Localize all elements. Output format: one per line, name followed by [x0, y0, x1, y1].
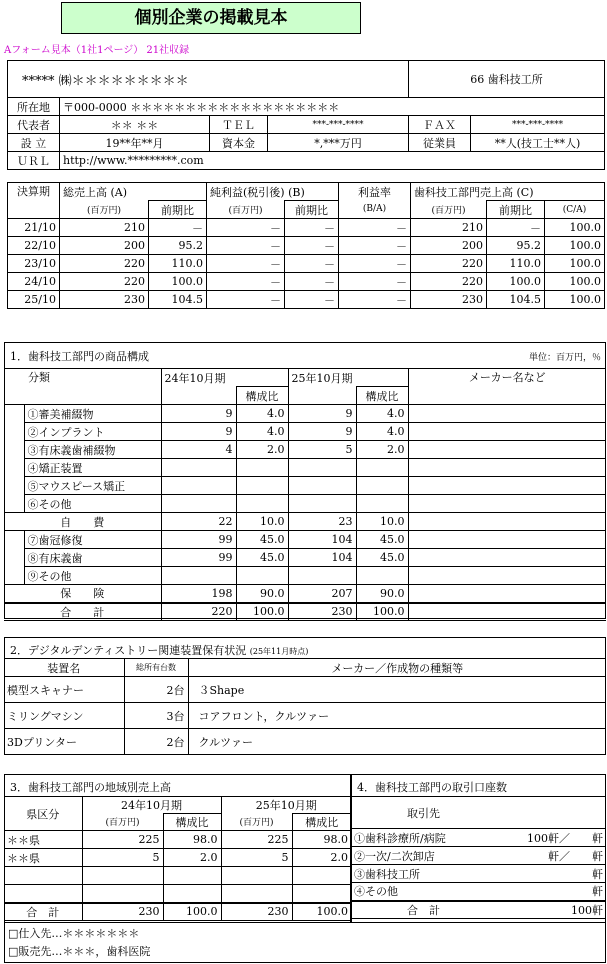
s3-value-cell: 225	[82, 831, 163, 849]
fin-value-cell: 100.0	[487, 273, 545, 291]
s1-value-cell: 104	[288, 531, 356, 549]
s2-h-device: 装置名	[4, 659, 124, 677]
s3-value-cell	[221, 867, 292, 885]
s1-value-cell	[356, 459, 408, 477]
s1-value-cell	[288, 567, 356, 585]
s1-category-label: ⑤マウスピース矯正	[24, 477, 161, 495]
s1-value-cell: 207	[288, 585, 356, 603]
s3-value-cell	[82, 885, 163, 903]
s3-h-ratio: 構成比	[292, 814, 351, 831]
fin-h-profit: 純利益(税引後) (B)	[207, 183, 339, 201]
s1-heading: 1．歯科技工部門の商品構成	[10, 350, 149, 363]
tel-value: ***-***-****	[268, 116, 409, 134]
s4-client-label: ①歯科診療所/病院	[351, 829, 496, 847]
s4-client-count: 軒	[496, 883, 606, 901]
rep-value: ＊＊ ＊＊	[60, 116, 210, 134]
digital-devices-table	[4, 658, 606, 755]
table-row	[4, 585, 606, 603]
s1-h-maker: メーカー名など	[408, 369, 606, 405]
s4-client-label: ②一次/二次卸店	[351, 847, 496, 865]
s1-value-cell: 99	[161, 531, 236, 549]
s3-h-unit: (百万円)	[221, 814, 292, 831]
fin-value-cell: 95.2	[149, 237, 207, 255]
fin-value-cell: －	[207, 273, 285, 291]
fin-value-cell: －	[285, 219, 339, 237]
regional-sales-table	[4, 796, 351, 921]
fin-value-cell: －	[285, 273, 339, 291]
s1-value-cell: 90.0	[356, 585, 408, 603]
s1-value-cell: 9	[161, 405, 236, 423]
s4-client-count: 軒	[496, 865, 606, 883]
fin-value-cell: 100.0	[545, 273, 605, 291]
s1-value-cell	[236, 495, 288, 513]
company-name: ***** ㈱＊＊＊＊＊＊＊＊＊	[8, 61, 409, 98]
s3-h-pref: 県区分	[4, 797, 82, 831]
fin-period-cell: 24/10	[8, 273, 60, 291]
s1-value-cell: 5	[288, 441, 356, 459]
s4-client-label: 合 計	[351, 901, 496, 919]
s1-value-cell: 99	[161, 549, 236, 567]
emp-value: **人(技工士**人)	[471, 134, 605, 152]
s1-value-cell: 45.0	[236, 531, 288, 549]
s1-value-cell	[236, 567, 288, 585]
fin-value-cell: 104.5	[149, 291, 207, 309]
s1-value-cell: 4.0	[356, 405, 408, 423]
s1-subtotal-label: 保 険	[4, 585, 161, 603]
s4-h-client: 取引先	[351, 797, 496, 829]
s1-value-cell: 45.0	[236, 549, 288, 567]
s2-device-name: 模型スキャナー	[4, 677, 124, 703]
s3-h-unit: (百万円)	[82, 814, 163, 831]
s3-value-cell: 230	[82, 903, 163, 921]
s3-pref-label: 合 計	[4, 903, 82, 921]
s1-value-cell: 230	[288, 603, 356, 621]
page-title: 個別企業の掲載見本	[61, 2, 361, 34]
s1-category-label: ⑨その他	[24, 567, 161, 585]
table-row	[351, 829, 606, 847]
s3-value-cell: 100.0	[292, 903, 351, 921]
table-row	[4, 477, 606, 495]
table-row	[4, 849, 351, 867]
s4-client-count: 100軒	[496, 901, 606, 919]
est-value: 19**年**月	[60, 134, 210, 152]
fin-value-cell: －	[339, 237, 411, 255]
company-info-table	[7, 60, 605, 170]
address-label: 所在地	[8, 98, 60, 116]
fax-value: ***-***-****	[471, 116, 605, 134]
s1-value-cell	[356, 495, 408, 513]
s1-maker-cell	[408, 423, 606, 441]
fin-value-cell: －	[207, 255, 285, 273]
s1-value-cell: 90.0	[236, 585, 288, 603]
s2-device-maker: ３Shape	[188, 677, 606, 703]
table-row	[4, 903, 351, 921]
fin-h-period: 決算期	[8, 183, 60, 219]
s1-indent-cell	[4, 549, 24, 567]
s1-value-cell: 4.0	[236, 405, 288, 423]
fin-value-cell: －	[339, 273, 411, 291]
s1-maker-cell	[408, 531, 606, 549]
s1-h-cat: 分類	[4, 369, 161, 405]
fin-value-cell: －	[339, 255, 411, 273]
s3-heading: 3．歯科技工部門の地域別売上高	[10, 781, 171, 794]
s1-value-cell: 45.0	[356, 531, 408, 549]
s1-value-cell	[288, 495, 356, 513]
s1-maker-cell	[408, 549, 606, 567]
fax-label: ＦＡＸ	[409, 116, 471, 134]
fin-value-cell: －	[285, 237, 339, 255]
table-row	[4, 459, 606, 477]
fin-value-cell: 100.0	[545, 255, 605, 273]
fin-h-unit: (百万円)	[207, 201, 285, 219]
s1-value-cell: 100.0	[236, 603, 288, 621]
s3-value-cell: 5	[221, 849, 292, 867]
table-row	[8, 255, 605, 273]
s3-value-cell	[163, 885, 221, 903]
s3-value-cell	[292, 867, 351, 885]
fin-period-cell: 25/10	[8, 291, 60, 309]
s3-h-y1: 24年10月期	[82, 797, 221, 814]
s3-value-cell: 2.0	[292, 849, 351, 867]
s1-value-cell	[356, 567, 408, 585]
s1-value-cell: 23	[288, 513, 356, 531]
address-value: 〒000-0000 ＊＊＊＊＊＊＊＊＊＊＊＊＊＊＊＊＊＊＊	[60, 98, 605, 116]
s1-indent-cell	[4, 459, 24, 477]
s3-value-cell: 225	[221, 831, 292, 849]
url-label: ＵＲＬ	[8, 152, 60, 170]
table-row	[8, 273, 605, 291]
s1-value-cell: 2.0	[356, 441, 408, 459]
s1-value-cell: 9	[288, 405, 356, 423]
s2-device-count: 2台	[124, 729, 188, 755]
table-row	[4, 441, 606, 459]
fin-value-cell: －	[207, 219, 285, 237]
s3-value-cell: 98.0	[292, 831, 351, 849]
s1-value-cell: 10.0	[356, 513, 408, 531]
fin-value-cell: 210	[60, 219, 149, 237]
s1-category-label: ⑦歯冠修復	[24, 531, 161, 549]
table-row	[8, 291, 605, 309]
fin-h-unit: (百万円)	[411, 201, 487, 219]
fin-value-cell: 230	[60, 291, 149, 309]
fin-period-cell: 22/10	[8, 237, 60, 255]
fin-value-cell: 104.5	[487, 291, 545, 309]
s1-category-label: ②インプラント	[24, 423, 161, 441]
fin-value-cell: 100.0	[149, 273, 207, 291]
table-row	[351, 865, 606, 883]
s1-h-y2: 25年10月期	[288, 369, 408, 387]
s1-value-cell: 9	[288, 423, 356, 441]
s2-h-maker: メーカー／作成物の種類等	[188, 659, 606, 677]
s1-category-label: ①審美補綴物	[24, 405, 161, 423]
s1-value-cell	[161, 477, 236, 495]
s1-value-cell: 104	[288, 549, 356, 567]
s3-pref-label: ＊＊県	[4, 849, 82, 867]
s1-indent-cell	[4, 441, 24, 459]
fin-h-unit: (百万円)	[60, 201, 149, 219]
url-value[interactable]: http://www.*********.com	[60, 152, 605, 170]
table-row	[4, 831, 351, 849]
fin-value-cell: －	[207, 237, 285, 255]
table-row	[351, 901, 606, 919]
s3-pref-label	[4, 867, 82, 885]
financial-table	[7, 182, 605, 309]
table-row	[4, 703, 606, 729]
s1-unit: 単位：百万円，％	[528, 353, 601, 363]
capital-value: *,***万円	[268, 134, 409, 152]
fin-value-cell: 220	[60, 255, 149, 273]
s3-pref-label	[4, 885, 82, 903]
s1-maker-cell	[408, 495, 606, 513]
s1-value-cell: 4	[161, 441, 236, 459]
product-mix-table	[4, 368, 606, 621]
table-row	[4, 495, 606, 513]
fin-value-cell: －	[149, 219, 207, 237]
s1-value-cell: 198	[161, 585, 236, 603]
fin-value-cell: 220	[60, 273, 149, 291]
table-row	[4, 567, 606, 585]
fin-value-cell: 200	[411, 237, 487, 255]
emp-label: 従業員	[409, 134, 471, 152]
fin-value-cell: －	[285, 255, 339, 273]
fin-value-cell: 95.2	[487, 237, 545, 255]
s1-value-cell: 2.0	[236, 441, 288, 459]
s1-value-cell	[236, 459, 288, 477]
s3-value-cell	[221, 885, 292, 903]
fin-h-sales: 総売上高 (A)	[60, 183, 207, 201]
fin-value-cell: 110.0	[149, 255, 207, 273]
client-accounts-table	[351, 796, 606, 919]
s1-h-y1: 24年10月期	[161, 369, 288, 387]
s3-h-y2: 25年10月期	[221, 797, 351, 814]
fin-value-cell: 200	[60, 237, 149, 255]
s1-maker-cell	[408, 405, 606, 423]
fin-value-cell: 230	[411, 291, 487, 309]
s1-subtotal-label: 自 費	[4, 513, 161, 531]
s1-value-cell: 4.0	[356, 423, 408, 441]
fin-h-ba: (B/A)	[339, 201, 411, 219]
s1-category-label: ⑥その他	[24, 495, 161, 513]
s1-value-cell: 100.0	[356, 603, 408, 621]
table-row	[4, 423, 606, 441]
fin-value-cell: 210	[411, 219, 487, 237]
s1-maker-cell	[408, 441, 606, 459]
fin-h-ca: (C/A)	[545, 201, 605, 219]
s2-device-count: 2台	[124, 677, 188, 703]
table-row	[4, 405, 606, 423]
s2-device-maker: コアフロント，クルツァー	[188, 703, 606, 729]
s1-value-cell	[161, 495, 236, 513]
est-label: 設 立	[8, 134, 60, 152]
s3-value-cell: 230	[221, 903, 292, 921]
s3-value-cell: 2.0	[163, 849, 221, 867]
s1-indent-cell	[4, 567, 24, 585]
s2-h-count: 総所有台数	[124, 659, 188, 677]
s3-value-cell	[292, 885, 351, 903]
table-row	[4, 729, 606, 755]
fin-h-yoy: 前期比	[149, 201, 207, 219]
s1-category-label: ⑧有床義歯	[24, 549, 161, 567]
fin-period-cell: 23/10	[8, 255, 60, 273]
capital-label: 資本金	[210, 134, 268, 152]
fin-value-cell: －	[339, 291, 411, 309]
s1-indent-cell	[4, 531, 24, 549]
s1-maker-cell	[408, 603, 606, 621]
s3-pref-label: ＊＊県	[4, 831, 82, 849]
tel-label: ＴＥＬ	[210, 116, 268, 134]
s1-value-cell: 10.0	[236, 513, 288, 531]
s3-value-cell	[163, 867, 221, 885]
table-row	[4, 531, 606, 549]
s4-client-count: 軒／ 軒	[496, 847, 606, 865]
fin-value-cell: 100.0	[545, 291, 605, 309]
s1-value-cell: 220	[161, 603, 236, 621]
s1-subtotal-label: 合 計	[4, 603, 161, 621]
s1-category-label: ④矯正装置	[24, 459, 161, 477]
s1-indent-cell	[4, 405, 24, 423]
rep-label: 代表者	[8, 116, 60, 134]
s1-maker-cell	[408, 567, 606, 585]
s4-client-label: ③歯科技工所	[351, 865, 496, 883]
table-row	[4, 513, 606, 531]
s1-value-cell: 22	[161, 513, 236, 531]
s1-value-cell	[161, 459, 236, 477]
s2-device-name: ミリングマシン	[4, 703, 124, 729]
table-row	[4, 885, 351, 903]
s1-maker-cell	[408, 513, 606, 531]
table-row	[8, 219, 605, 237]
s1-maker-cell	[408, 585, 606, 603]
fin-value-cell: －	[339, 219, 411, 237]
fin-value-cell: 100.0	[545, 237, 605, 255]
s2-device-count: 3台	[124, 703, 188, 729]
table-row	[4, 677, 606, 703]
table-row	[351, 847, 606, 865]
s4-heading: 4．歯科技工部門の取引口座数	[357, 781, 507, 794]
fin-value-cell: －	[285, 291, 339, 309]
fin-value-cell: 220	[411, 273, 487, 291]
s1-value-cell: 9	[161, 423, 236, 441]
s2-heading-note: (25年11月時点)	[249, 647, 309, 656]
table-row	[4, 603, 606, 621]
s2-heading	[10, 642, 308, 658]
s1-h-ratio: 構成比	[356, 387, 408, 405]
s3-h-ratio: 構成比	[163, 814, 221, 831]
s1-value-cell	[161, 567, 236, 585]
fin-value-cell: 220	[411, 255, 487, 273]
s2-device-maker: クルツァー	[188, 729, 606, 755]
fin-value-cell: 110.0	[487, 255, 545, 273]
s1-value-cell	[356, 477, 408, 495]
s1-value-cell: 45.0	[356, 549, 408, 567]
s2-heading-text: 2．デジタルデンティストリー関連装置保有状況	[10, 644, 247, 657]
table-row	[4, 549, 606, 567]
subtitle: Aフォーム見本（1社1ページ） 21社収録	[4, 45, 190, 56]
table-row	[351, 883, 606, 901]
table-row	[8, 237, 605, 255]
fin-value-cell: 100.0	[545, 219, 605, 237]
s3-value-cell: 98.0	[163, 831, 221, 849]
s1-h-ratio: 構成比	[236, 387, 288, 405]
s1-value-cell	[236, 477, 288, 495]
s3-value-cell: 100.0	[163, 903, 221, 921]
s1-indent-cell	[4, 477, 24, 495]
s1-value-cell	[288, 459, 356, 477]
company-code: 66 歯科技工所	[409, 61, 605, 98]
s1-category-label: ③有床義歯補綴物	[24, 441, 161, 459]
fin-h-dept: 歯科技工部門売上高 (C)	[411, 183, 605, 201]
table-row	[4, 867, 351, 885]
s1-maker-cell	[408, 477, 606, 495]
s1-value-cell	[288, 477, 356, 495]
s3-value-cell	[82, 867, 163, 885]
fin-value-cell: －	[487, 219, 545, 237]
fin-h-yoy: 前期比	[285, 201, 339, 219]
footer-supplier: □仕入先…＊＊＊＊＊＊＊	[8, 927, 140, 940]
s2-device-name: 3Dプリンター	[4, 729, 124, 755]
s1-value-cell: 4.0	[236, 423, 288, 441]
fin-value-cell: －	[207, 291, 285, 309]
fin-h-rate: 利益率	[339, 183, 411, 201]
s4-client-count: 100軒／ 軒	[496, 829, 606, 847]
s3-value-cell: 5	[82, 849, 163, 867]
s1-indent-cell	[4, 423, 24, 441]
s1-maker-cell	[408, 459, 606, 477]
fin-h-yoy: 前期比	[487, 201, 545, 219]
s1-indent-cell	[4, 495, 24, 513]
fin-period-cell: 21/10	[8, 219, 60, 237]
s4-client-label: ④その他	[351, 883, 496, 901]
footer-seller: □販売先…＊＊＊，歯科医院	[8, 945, 151, 958]
